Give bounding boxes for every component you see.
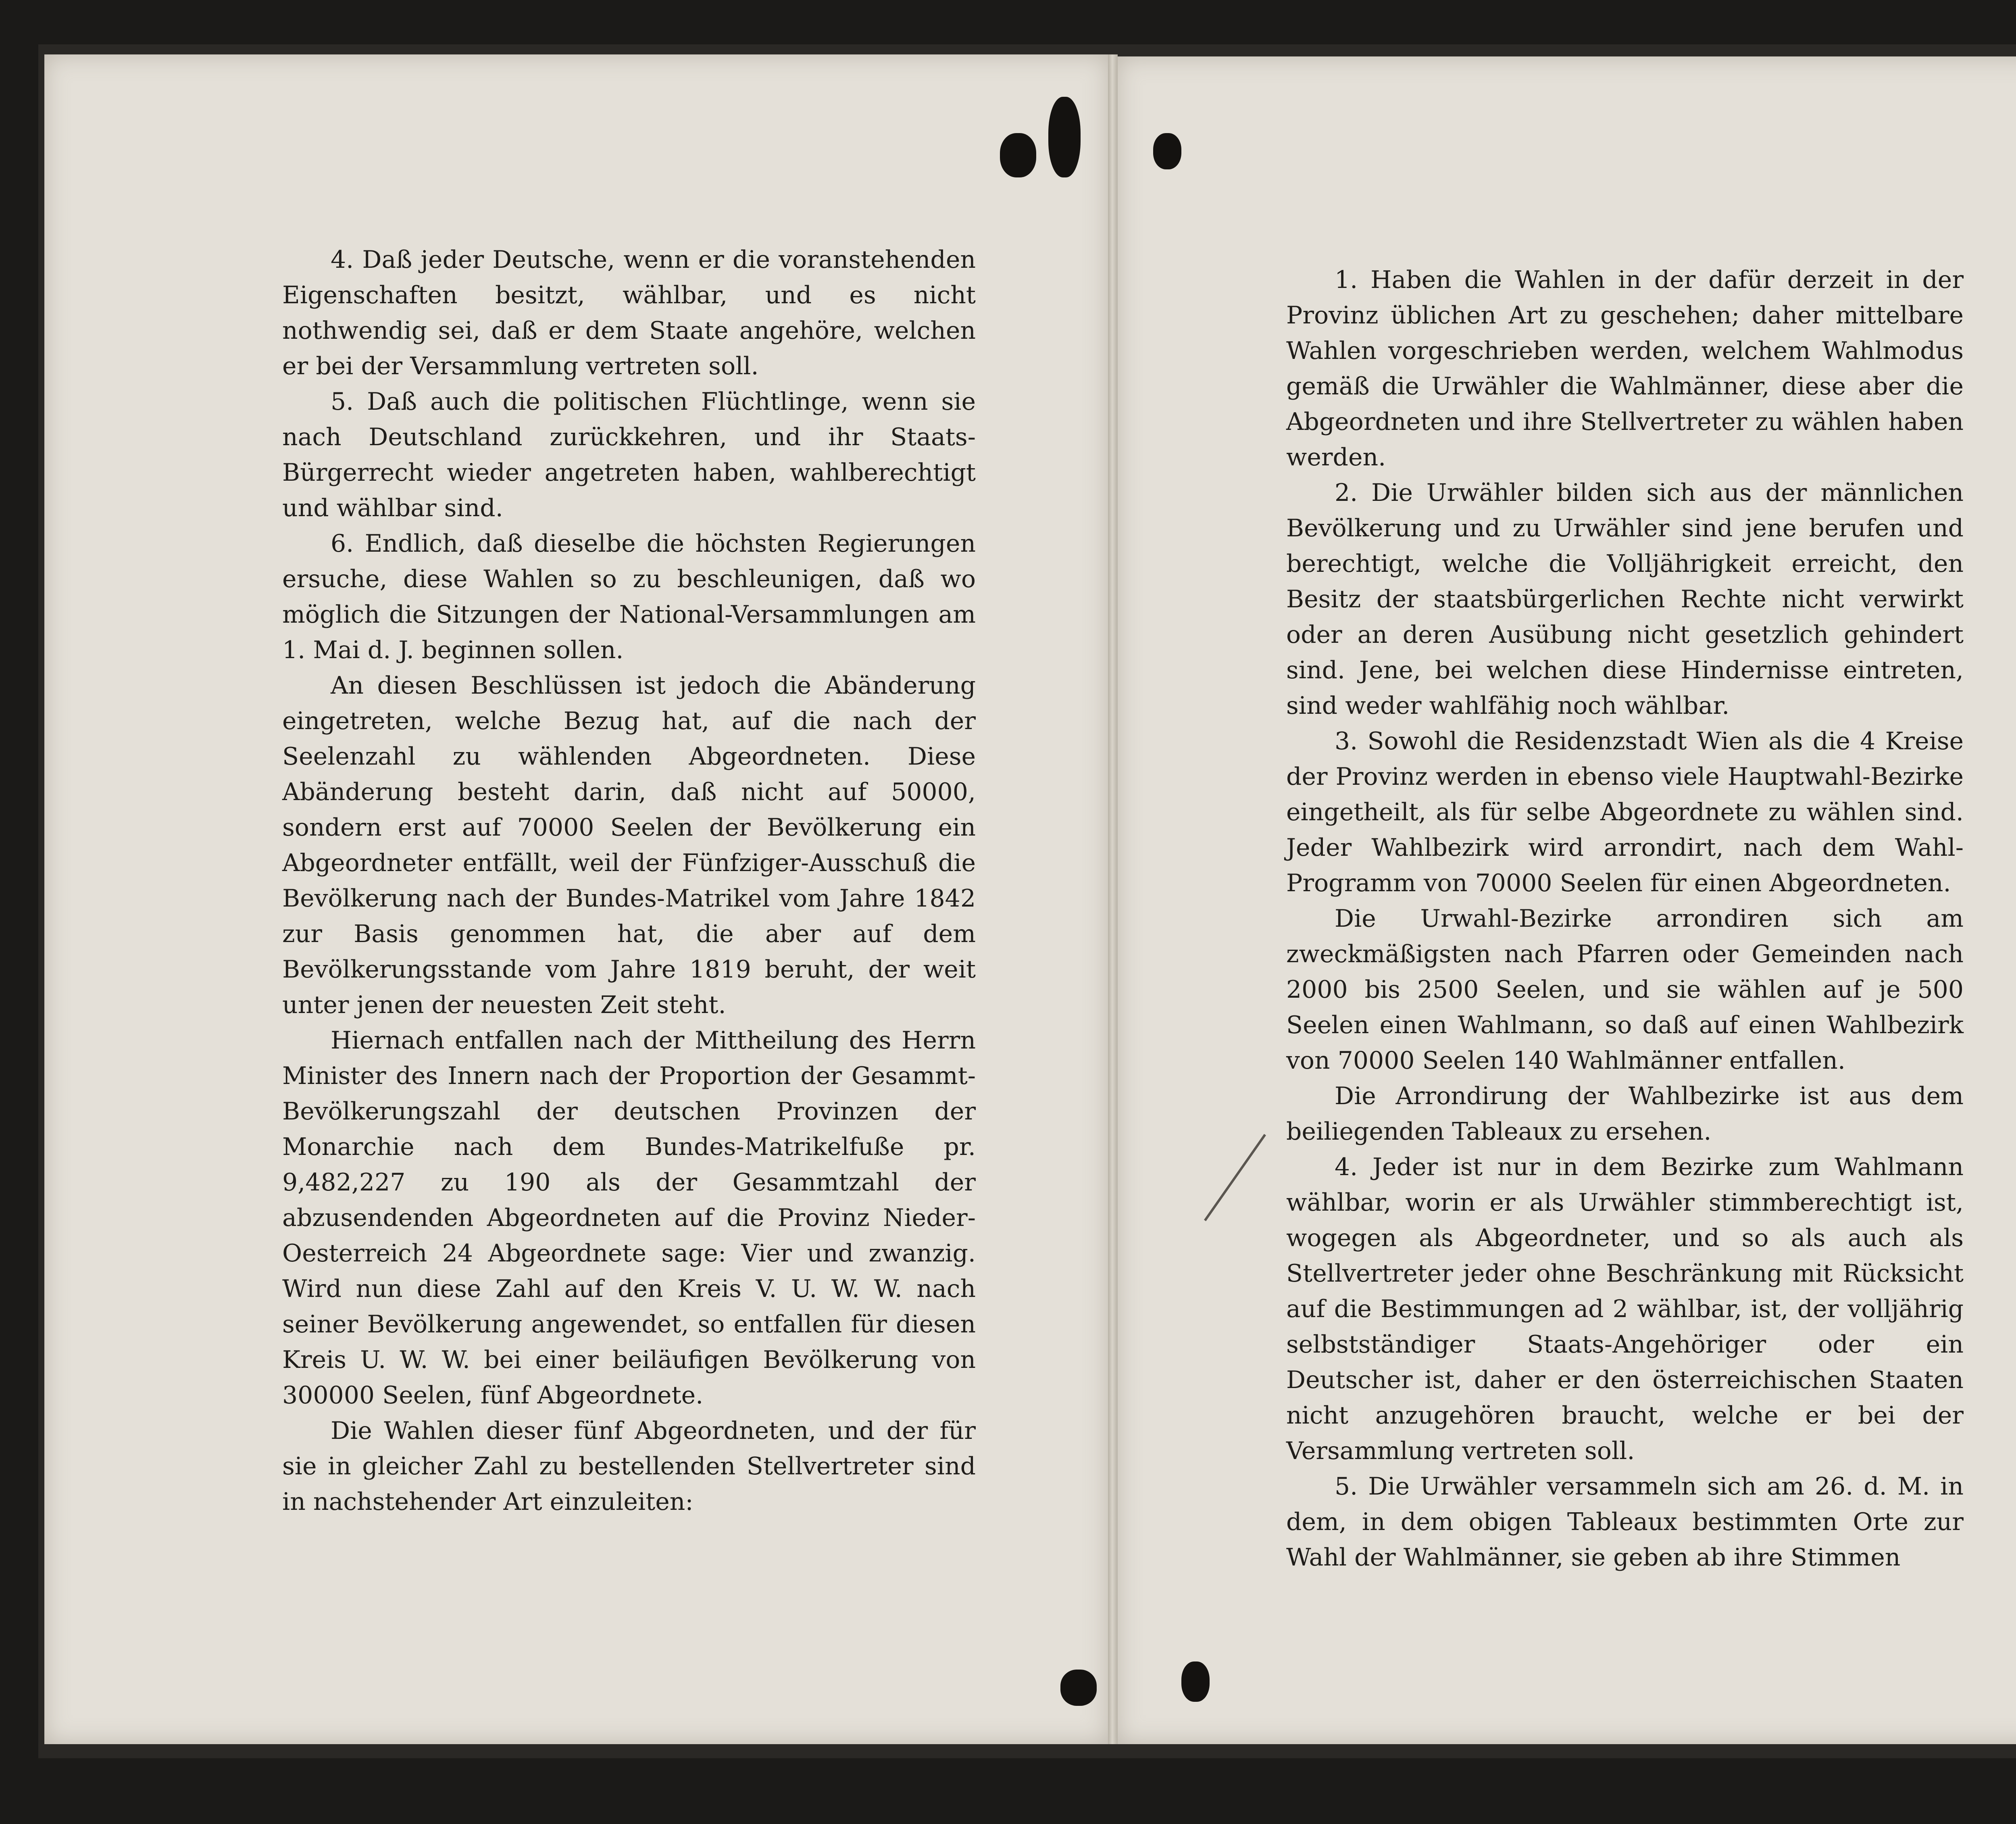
- paragraph: 4. Jeder ist nur in dem Bezirke zum Wahlmann wählbar, worin er als Urwähler stimmberechtigt ist, wogegen als Abgeordneter, und so als auch als Stellvertreter jeder ohne Beschränkung mit Rücksicht auf die Bestimmungen ad 2 wählbar, ist, der volljährig selbstständiger Staats-Angehöriger oder ein Deutscher ist, daher er den österreichischen Staaten nicht anzugehören braucht, welche er bei der Versammlung vertreten soll.: [1286, 1153, 1964, 1465]
- right-column-text: [1286, 262, 1964, 1575]
- paragraph: 3. Sowohl die Residenzstadt Wien als die 4 Kreise der Provinz werden in ebenso viele Hauptwahl-Bezirke eingetheilt, als für selbe Abgeordnete zu wählen sind. Jeder Wahlbezirk wird arrondirt, nach dem Wahl-Programm von 70000 Seelen für einen Abgeordneten.: [1286, 727, 1964, 897]
- paragraph: Hiernach entfallen nach der Mittheilung des Herrn Minister des Innern nach der Proportion der Gesammt-Bevölkerungszahl der deutschen Provinzen der Monarchie nach dem Bundes-Matrikelfuße pr. 9,482,227 zu 190 als der Gesammtzahl der abzusendenden Abgeordneten auf die Provinz Nieder-Oesterreich 24 Abgeordnete sage: Vier und zwanzig. Wird nun diese Zahl auf den Kreis V. U. W. W. nach seiner Bevölkerung angewendet, so entfallen für diesen Kreis U. W. W. bei einer beiläufigen Bevölkerung von 300000 Seelen, fünf Abgeordnete.: [282, 1026, 976, 1409]
- paragraph: Die Arrondirung der Wahlbezirke ist aus dem beiliegenden Tableaux zu ersehen.: [1286, 1082, 1964, 1146]
- center-fold: [1108, 54, 1118, 1744]
- binding-hole: [1181, 1661, 1210, 1702]
- paragraph: Die Wahlen dieser fünf Abgeordneten, und der für sie in gleicher Zahl zu bestellenden Stellvertreter sind in nachstehender Art einzuleiten:: [282, 1417, 976, 1516]
- paragraph: 6. Endlich, daß dieselbe die höchsten Regierungen ersuche, diese Wahlen so zu beschleunigen, daß wo möglich die Sitzungen der National-Versammlungen am 1. Mai d. J. beginnen sollen.: [282, 529, 976, 664]
- paragraph: Die Urwahl-Bezirke arrondiren sich am zweckmäßigsten nach Pfarren oder Gemeinden nach 2000 bis 2500 Seelen, und sie wählen auf je 500 Seelen einen Wahlmann, so daß auf einen Wahlbezirk von 70000 Seelen 140 Wahlmänner entfallen.: [1286, 905, 1964, 1075]
- paragraph: An diesen Beschlüssen ist jedoch die Abänderung eingetreten, welche Bezug hat, auf die nach der Seelenzahl zu wählenden Abgeordneten. Diese Abänderung besteht darin, daß nicht auf 50000, sondern erst auf 70000 Seelen der Bevölkerung ein Abgeordneter entfällt, weil der Fünfziger-Ausschuß die Bevölkerung nach der Bundes-Matrikel vom Jahre 1842 zur Basis genommen hat, die aber auf dem Bevölkerungsstande vom Jahre 1819 beruht, der weit unter jenen der neuesten Zeit steht.: [282, 671, 976, 1019]
- paragraph: 1. Haben die Wahlen in der dafür derzeit in der Provinz üblichen Art zu geschehen; daher mittelbare Wahlen vorgeschrieben werden, welchem Wahlmodus gemäß die Urwähler die Wahlmänner, diese aber die Abgeordneten und ihre Stellvertreter zu wählen haben werden.: [1286, 266, 1964, 471]
- binding-hole: [1000, 133, 1036, 177]
- paragraph: 5. Die Urwähler versammeln sich am 26. d. M. in dem, in dem obigen Tableaux bestimmten Orte zur Wahl der Wahlmänner, sie geben ab ihre Stimmen: [1286, 1472, 1964, 1572]
- paragraph: 4. Daß jeder Deutsche, wenn er die voranstehenden Eigenschaften besitzt, wählbar, und es nicht nothwendig sei, daß er dem Staate angehöre, welchen er bei der Versammlung vertreten soll.: [282, 246, 976, 380]
- binding-hole: [1048, 97, 1081, 177]
- paragraph: 2. Die Urwähler bilden sich aus der männlichen Bevölkerung und zu Urwähler sind jene berufen und berechtigt, welche die Volljährigkeit erreicht, den Besitz der staatsbürgerlichen Rechte nicht verwirkt oder an deren Ausübung nicht gesetzlich gehindert sind. Jene, bei welchen diese Hindernisse eintreten, sind weder wahlfähig noch wählbar.: [1286, 479, 1964, 720]
- left-column-text: [282, 242, 976, 1520]
- binding-hole: [1060, 1670, 1097, 1706]
- paragraph: 5. Daß auch die politischen Flüchtlinge, wenn sie nach Deutschland zurückkehren, und ihr Staats-Bürgerrecht wieder angetreten haben, wahlberechtigt und wählbar sind.: [282, 388, 976, 522]
- binding-hole: [1153, 133, 1181, 169]
